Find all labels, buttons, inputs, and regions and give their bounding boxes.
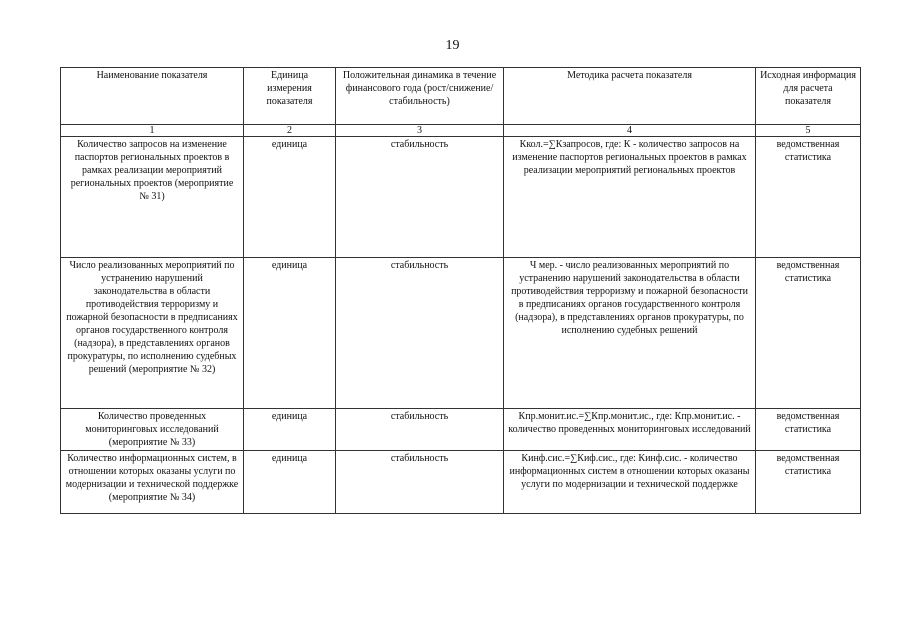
cell-unit: единица xyxy=(244,258,336,409)
table-header-row xyxy=(61,68,861,125)
cell-method: Ккол.=∑Кзапросов, где: К - количество запросов на изменение паспортов региональных проектов в рамках реализации мероприятий региональных проектов xyxy=(504,137,756,258)
header-indicator-name: Наименование показателя xyxy=(61,68,244,125)
cell-source: ведомственная статистика xyxy=(756,409,861,451)
cell-method: Кпр.монит.ис.=∑Кпр.монит.ис., где: Кпр.монит.ис. - количество проведенных мониторинговых исследований xyxy=(504,409,756,451)
cell-indicator-name: Количество проведенных мониторинговых исследований (мероприятие № 33) xyxy=(61,409,244,451)
cell-dynamics: стабильность xyxy=(336,137,504,258)
header-source: Исходная информация для расчета показателя xyxy=(756,68,861,125)
cell-indicator-name: Количество запросов на изменение паспортов региональных проектов в рамках реализации мероприятий региональных проектов (мероприятие № 31) xyxy=(61,137,244,258)
column-number: 4 xyxy=(504,125,756,137)
header-method: Методика расчета показателя xyxy=(504,68,756,125)
table-row xyxy=(61,409,861,451)
table-row xyxy=(61,451,861,514)
cell-unit: единица xyxy=(244,137,336,258)
column-number: 2 xyxy=(244,125,336,137)
table-row xyxy=(61,258,861,409)
cell-dynamics: стабильность xyxy=(336,451,504,514)
cell-unit: единица xyxy=(244,409,336,451)
cell-source: ведомственная статистика xyxy=(756,451,861,514)
cell-dynamics: стабильность xyxy=(336,409,504,451)
cell-dynamics: стабильность xyxy=(336,258,504,409)
cell-source: ведомственная статистика xyxy=(756,137,861,258)
column-number: 5 xyxy=(756,125,861,137)
page-number: 19 xyxy=(445,38,460,53)
table-row xyxy=(61,137,861,258)
column-number: 1 xyxy=(61,125,244,137)
cell-method: Кинф.сис.=∑Киф.сис., где: Кинф.сис. - количество информационных систем в отношении которых оказаны услуги по модернизации и технической поддержке xyxy=(504,451,756,514)
cell-indicator-name: Количество информационных систем, в отношении которых оказаны услуги по модернизации и технической поддержке (мероприятие № 34) xyxy=(61,451,244,514)
cell-indicator-name: Число реализованных мероприятий по устранению нарушений законодательства в области противодействия терроризму и пожарной безопасности в предписаниях органов государственного контроля (надзора), в представлениях органов прокуратуры, по исполнению судебных решений (мероприятие № 32) xyxy=(61,258,244,409)
column-number: 3 xyxy=(336,125,504,137)
cell-source: ведомственная статистика xyxy=(756,258,861,409)
cell-method: Ч мер. - число реализованных мероприятий по устранению нарушений законодательства в области противодействия терроризму и пожарной безопасности в предписаниях органов государственного контроля (надзора), в представлениях органов прокуратуры, по исполнению судебных решений xyxy=(504,258,756,409)
indicators-table xyxy=(60,67,861,514)
header-dynamics: Положительная динамика в течение финансового года (рост/снижение/стабильность) xyxy=(336,68,504,125)
cell-unit: единица xyxy=(244,451,336,514)
column-number-row xyxy=(61,125,861,137)
header-unit: Единица измерения показателя xyxy=(244,68,336,125)
